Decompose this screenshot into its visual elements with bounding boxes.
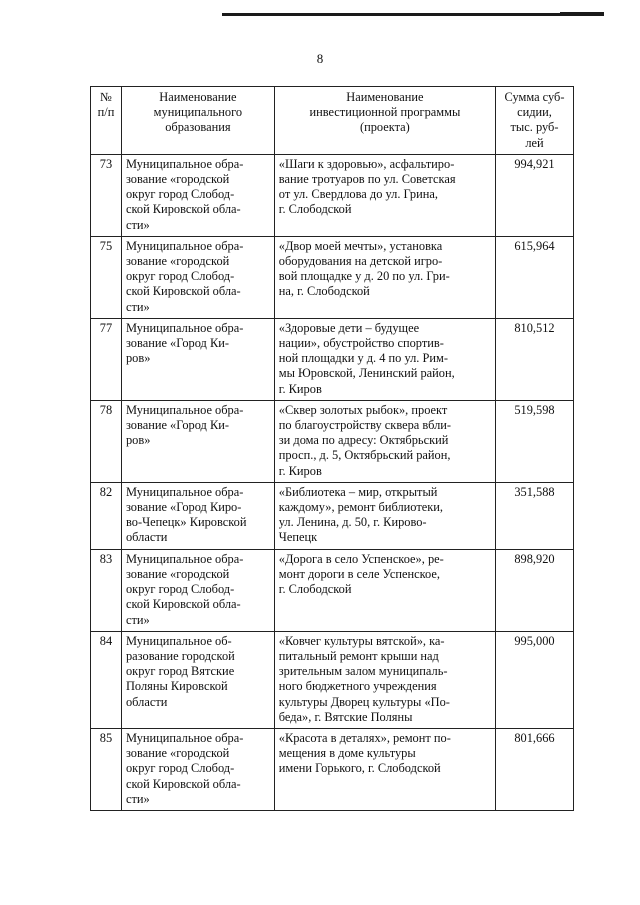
row-amount: 995,000 — [495, 631, 573, 728]
row-number: 85 — [91, 728, 122, 810]
table-row — [91, 318, 574, 400]
page-number: 8 — [316, 51, 324, 66]
row-municipality: Муниципальное обра- зование «городской округ город Слобод- ской Кировской обла- сти» — [121, 549, 274, 631]
table-row — [91, 631, 574, 728]
row-amount: 994,921 — [495, 154, 573, 236]
table-row — [91, 154, 574, 236]
row-program: «Шаги к здоровью», асфальтиро- вание тротуаров по ул. Советская от ул. Свердлова до ул. Грина, г. Слободской — [274, 154, 495, 236]
top-rule-tail — [560, 12, 604, 14]
row-municipality: Муниципальное обра- зование «городской округ город Слобод- ской Кировской обла- сти» — [121, 728, 274, 810]
table-row — [91, 236, 574, 318]
row-municipality: Муниципальное об- разование городской округ город Вятские Поляны Кировской области — [121, 631, 274, 728]
row-amount: 898,920 — [495, 549, 573, 631]
row-program: «Здоровые дети – будущее нации», обустройство спортив- ной площадки у д. 4 по ул. Рим- мы Юровской, Ленинский район, г. Киров — [274, 318, 495, 400]
row-program: «Сквер золотых рыбок», проект по благоустройству сквера вбли- зи дома по адресу: Октябрьский просп., д. 5, Октябрьский район, г. Киров — [274, 400, 495, 482]
row-program: «Двор моей мечты», установка оборудования на детской игро- вой площадке у д. 20 по ул. Гри- на, г. Слободской — [274, 236, 495, 318]
table-row — [91, 400, 574, 482]
row-program: «Дорога в село Успенское», ре- монт дороги в селе Успенское, г. Слободской — [274, 549, 495, 631]
table-row — [91, 549, 574, 631]
row-municipality: Муниципальное обра- зование «городской округ город Слобод- ской Кировской обла- сти» — [121, 236, 274, 318]
table-header-row — [91, 87, 574, 155]
row-municipality: Муниципальное обра- зование «Город Ки- ров» — [121, 318, 274, 400]
table-row — [91, 728, 574, 810]
header-program: Наименование инвестиционной программы (проекта) — [274, 87, 495, 155]
row-amount: 810,512 — [495, 318, 573, 400]
row-amount: 615,964 — [495, 236, 573, 318]
row-program: «Библиотека – мир, открытый каждому», ремонт библиотеки, ул. Ленина, д. 50, г. Кирово- Чепецк — [274, 482, 495, 549]
row-program: «Красота в деталях», ремонт по- мещения в доме культуры имени Горького, г. Слободской — [274, 728, 495, 810]
row-amount: 351,588 — [495, 482, 573, 549]
row-amount: 801,666 — [495, 728, 573, 810]
row-municipality: Муниципальное обра- зование «Город Ки- ров» — [121, 400, 274, 482]
table-row — [91, 482, 574, 549]
header-number: № п/п — [91, 87, 122, 155]
top-rule — [222, 13, 604, 16]
row-number: 83 — [91, 549, 122, 631]
row-municipality: Муниципальное обра- зование «Город Киро- во-Чепецк» Кировской области — [121, 482, 274, 549]
row-number: 84 — [91, 631, 122, 728]
header-municipality: Наименование муниципального образования — [121, 87, 274, 155]
header-amount: Сумма суб- сидии, тыс. руб- лей — [495, 87, 573, 155]
row-number: 82 — [91, 482, 122, 549]
row-municipality: Муниципальное обра- зование «городской округ город Слобод- ской Кировской обла- сти» — [121, 154, 274, 236]
subsidy-table — [90, 86, 574, 811]
row-amount: 519,598 — [495, 400, 573, 482]
row-number: 78 — [91, 400, 122, 482]
row-number: 77 — [91, 318, 122, 400]
row-number: 73 — [91, 154, 122, 236]
row-program: «Ковчег культуры вятской», ка- питальный ремонт крыши над зрительным залом муниципаль- ного бюджетного учреждения культуры Дворец культуры «По- беда», г. Вятские Поляны — [274, 631, 495, 728]
row-number: 75 — [91, 236, 122, 318]
